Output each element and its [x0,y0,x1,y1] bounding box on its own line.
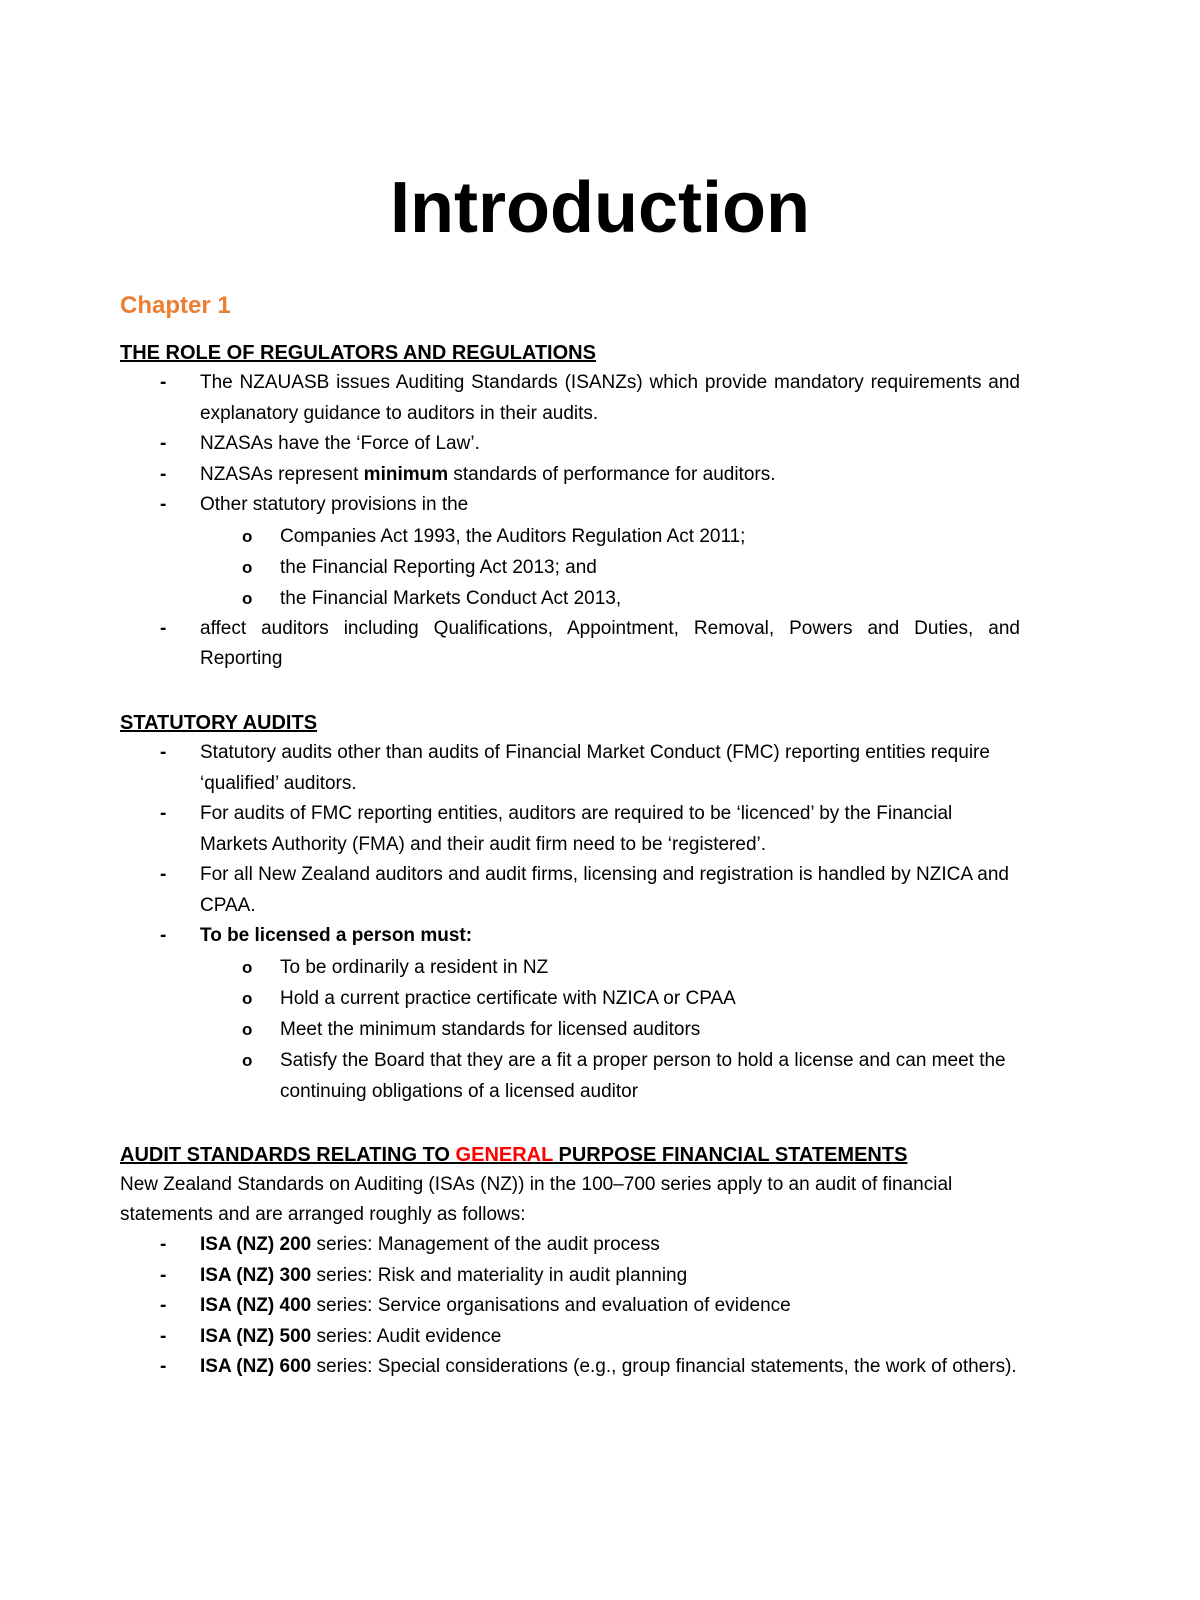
dash-bullet-icon: - [160,803,167,824]
sub-list-item: o Satisfy the Board that they are a fit a proper person to hold a license and can meet the continuing obligations of a licensed auditor [120,1045,1020,1107]
list-item: - Other statutory provisions in the [120,490,1020,521]
sub-list-item: o To be ordinarily a resident in NZ [120,952,1020,983]
dash-bullet-icon: - [160,494,167,515]
sub-list-item: o Hold a current practice certificate with NZICA or CPAA [120,983,1020,1014]
list-item: - ISA (NZ) 300 series: Risk and materiality in audit planning [120,1261,1020,1292]
section-regulators [120,338,1020,675]
section-heading: STATUTORY AUDITS [120,712,318,734]
dash-bullet-icon: - [160,617,167,639]
dash-bullet-icon: - [160,1234,167,1255]
section-statutory-audits [120,708,1020,1107]
section-audit-standards [120,1140,1020,1383]
chapter-heading: Chapter 1 [120,292,231,319]
section-heading: AUDIT STANDARDS RELATING TO GENERAL PURPOSE FINANCIAL STATEMENTS [120,1144,908,1166]
bullet-list [120,1230,1020,1383]
dash-bullet-icon: - [160,372,167,393]
circle-bullet-icon: o [242,957,253,977]
dash-bullet-icon: - [160,864,167,885]
list-item: - For audits of FMC reporting entities, auditors are required to be ‘licenced’ by the Financial Markets Authority (FMA) and their audit firm need to be ‘registered’. [120,799,1020,860]
sub-list-item: o the Financial Reporting Act 2013; and [120,552,1020,583]
list-item: - To be licensed a person must: [120,921,1020,952]
list-item: - NZASAs represent minimum standards of performance for auditors. [120,460,1020,491]
bullet-list [120,614,1020,675]
intro-paragraph: New Zealand Standards on Auditing (ISAs (NZ)) in the 100–700 series apply to an audit of financial statements and are arranged roughly as follows: [120,1174,953,1225]
list-item: - ISA (NZ) 500 series: Audit evidence [120,1322,1020,1353]
circle-bullet-icon: o [242,988,253,1008]
highlight-word: GENERAL [455,1144,553,1166]
sub-list-item: o Companies Act 1993, the Auditors Regulation Act 2011; [120,521,1020,552]
list-item: - ISA (NZ) 600 series: Special considerations (e.g., group financial statements, the work of others). [120,1352,1020,1383]
circle-bullet-icon: o [242,557,253,577]
dash-bullet-icon: - [160,463,167,485]
circle-bullet-icon: o [242,588,253,608]
dash-bullet-icon: - [160,433,167,454]
dash-bullet-icon: - [160,1264,167,1286]
list-item: - ISA (NZ) 400 series: Service organisations and evaluation of evidence [120,1291,1020,1322]
sub-bullet-list [120,521,1020,614]
dash-bullet-icon: - [160,742,167,763]
list-item: - Statutory audits other than audits of Financial Market Conduct (FMC) reporting entities require ‘qualified’ auditors. [120,738,1020,799]
section-heading: THE ROLE OF REGULATORS AND REGULATIONS [120,342,596,364]
dash-bullet-icon: - [160,1325,167,1347]
circle-bullet-icon: o [242,526,253,546]
bullet-list [120,368,1020,521]
circle-bullet-icon: o [242,1019,253,1039]
list-item: - NZASAs have the ‘Force of Law’. [120,429,1020,460]
circle-bullet-icon: o [242,1050,253,1070]
bullet-list [120,738,1020,952]
list-item: - affect auditors including Qualifications, Appointment, Removal, Powers and Duties, and Reporting [120,614,1020,675]
dash-bullet-icon: - [160,1356,167,1377]
sub-list-item: o Meet the minimum standards for licensed auditors [120,1014,1020,1045]
sub-bullet-list [120,952,1020,1107]
dash-bullet-icon: - [160,925,167,946]
list-item: - ISA (NZ) 200 series: Management of the audit process [120,1230,1020,1261]
list-item: - The NZAUASB issues Auditing Standards (ISANZs) which provide mandatory requirements and explanatory guidance to auditors in their audits. [120,368,1020,429]
list-item: - For all New Zealand auditors and audit firms, licensing and registration is handled by NZICA and CPAA. [120,860,1020,921]
page-title: Introduction [390,168,810,248]
sub-list-item: o the Financial Markets Conduct Act 2013, [120,583,1020,614]
dash-bullet-icon: - [160,1295,167,1316]
